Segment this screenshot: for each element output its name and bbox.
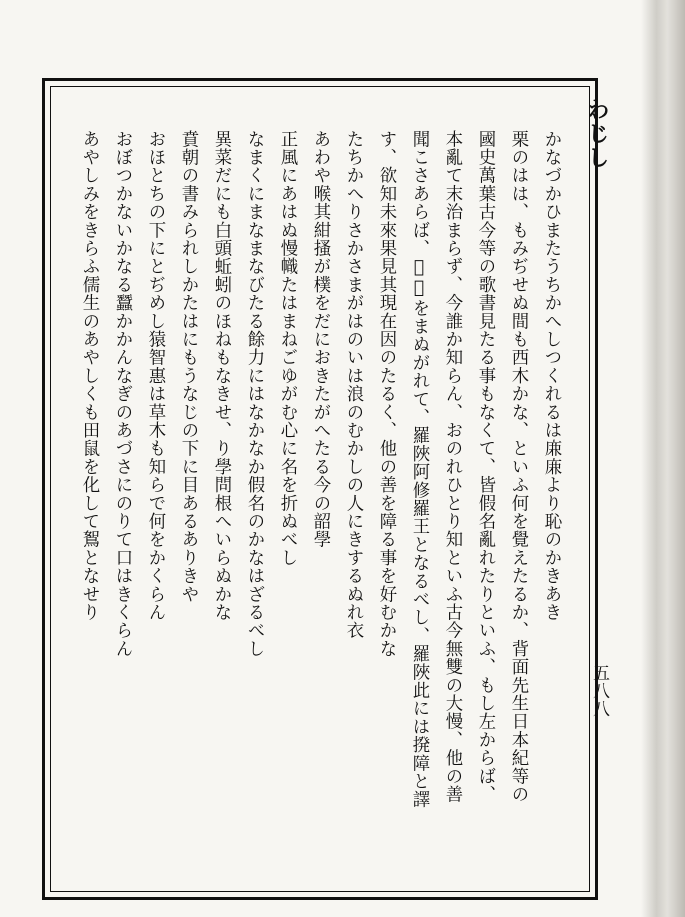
text-column-2: 栗のはは、もみぢせぬ間も西木かな、といふ何を覺えたるか、背面先生日本紀等の bbox=[508, 130, 528, 804]
page-number: 五八八 bbox=[589, 664, 609, 718]
text-column-9: 正風にあはぬ慢幟たはまねごゆがむ心に名を折ぬべし bbox=[277, 130, 297, 567]
text-column-4: 本亂て末治まらず、今誰か知らん、おのれひとり知といふ古今無雙の大慢、他の善 bbox=[442, 130, 462, 804]
binding-edge bbox=[641, 0, 685, 917]
text-column-6: す、欲知未來果見其現在因のたるく、他の善を障る事を好むかな bbox=[376, 130, 396, 658]
text-column-13: おほとちの下にとぢめし猿智惠は草木も知らで何をかくらん bbox=[145, 130, 165, 622]
text-column-8: あわや喉其紺搔が樸をだにおきたがへたる今の韶學 bbox=[310, 130, 330, 549]
text-column-3: 國史萬葉古今等の歌書見たる事もなくて、皆假名亂れたりといふ、もし左からば、 bbox=[475, 130, 495, 804]
text-column-1: かなづかひまたうちかへしつくれるは𢈘𢈘より恥のかきあき bbox=[541, 130, 561, 622]
text-column-12: 賁朝の書みられしかたはにもうなじの下に目あるありきや bbox=[178, 130, 198, 604]
text-column-15: あやしみをきらふ儒生のあやしくも田鼠を化して鴽となせり bbox=[79, 130, 99, 622]
running-header-title: わじし bbox=[584, 98, 610, 170]
text-column-14: おぼつかないかなる蠶かかんなぎのあづさにのりて口はきくらん bbox=[112, 130, 132, 658]
text-column-7: たちかへりさかさまがはのいは浪のむかしの人にきするぬれ衣 bbox=[343, 130, 363, 640]
text-column-5: 聞こさあらば、𡉀獄をまぬがれて、羅陜阿修羅王となるべし、羅陜此には𫝼障と譯 bbox=[409, 130, 429, 809]
text-column-11: 異菜だにも白頭蚯蚓のほねもなきせ、り學問根へいらぬかな bbox=[211, 130, 231, 622]
text-column-10: なまくにまなまなびたる餘力にはなかなか假名のかなはざるべし bbox=[244, 130, 264, 658]
